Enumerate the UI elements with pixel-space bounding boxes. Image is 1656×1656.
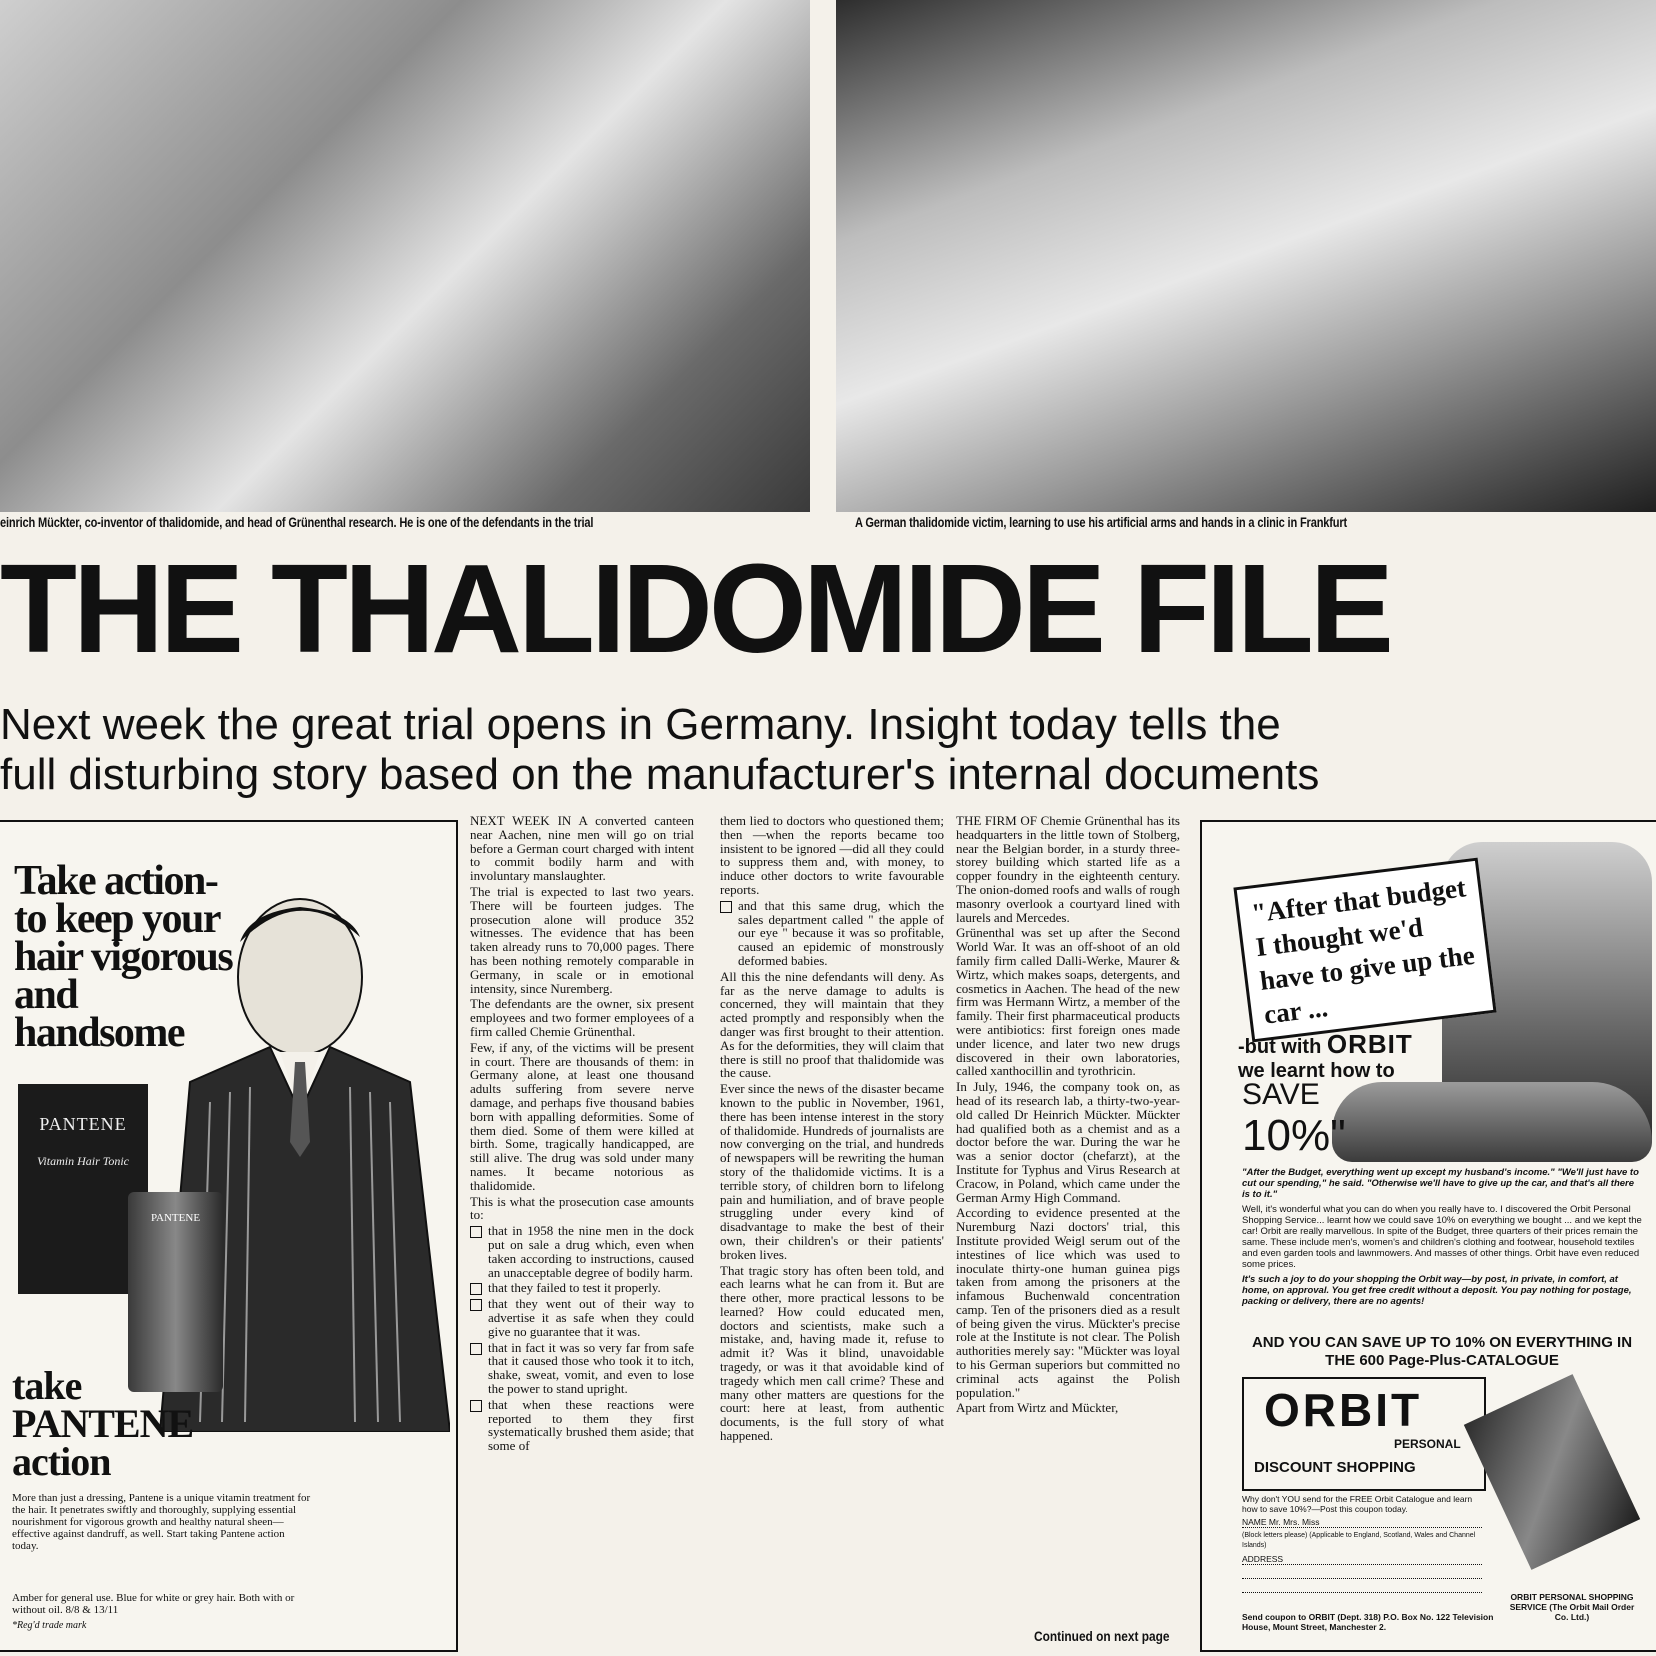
photo-heinrich-muckter	[0, 0, 810, 512]
pantene-advert	[0, 820, 458, 1652]
learnt-label: we learnt how to	[1238, 1060, 1395, 1082]
article-column-2	[720, 814, 944, 1445]
charge-item: and that this same drug, which the sales department called " the apple of our eye " because it was so profitable, caused an epidemic of monstrously deformed babies.	[720, 899, 944, 968]
paragraph: This is what the prosecution case amounts to:	[470, 1193, 694, 1223]
photo-thalidomide-victim	[836, 0, 1656, 512]
pantene-headline: Take action- to keep your hair vigorous and handsome	[14, 858, 233, 1056]
pantene-bottle	[128, 1192, 223, 1392]
photo-divider	[810, 0, 836, 512]
paragraph: The defendants are the owner, six present employees and two former employees of a firm called Chemie Grünenthal.	[470, 996, 694, 1039]
paragraph: Few, if any, of the victims will be present in court. There are thousands of them: in Germany alone, at least one thousand adults suffering from severe nerve damage, and perhaps five thousand babies born with appalling deformities. Some of them died. Some of them were killed at birth. Some, tragically handicapped, are still alive. The drug was sold under many names. It became notorious as thalidomide.	[470, 1039, 694, 1193]
deck-line-2: full disturbing story based on the manufacturer's internal documents	[0, 750, 1320, 799]
orbit-body	[1242, 1167, 1642, 1311]
paragraph: Grünenthal was set up after the Second World War. It was an off-shoot of an old family firm called Dalli-Werke, Maurer & Wirtz, which makes soaps, detergents, and cosmetics in Aachen. The head of the new firm was Hermann Wirtz, a member of the family. Their first pharmaceutical products were antibiotics: first foreign ones made under licence, and later two new drugs discovered in their own laboratories, called xanthocillin and tyrothricin.	[956, 925, 1180, 1079]
caption-right: A German thalidomide victim, learning to use his artificial arms and hands in a clinic in Frankfurt	[855, 515, 1348, 530]
caption-left: einrich Mückter, co-inventor of thalidomide, and head of Grünenthal research. He is one of the defendants in the trial	[0, 515, 594, 530]
car-illustration	[1332, 1082, 1652, 1162]
orbit-text-3: It's such a joy to do your shopping the Orbit way—by post, in private, in comfort, at home, on approval. You get free credit without a deposit. You pay nothing for postage, packing or delivery, there are no agents!	[1242, 1274, 1632, 1307]
paragraph: THE FIRM OF Chemie Grünenthal has its headquarters in the little town of Stolberg, near the Belgian border, in a sturdy three-storey building which started life as a copper foundry in the eighteenth century. The onion-domed roofs and walls of rough masonry overlook a courtyard lined with laurels and Mercedes.	[956, 813, 1180, 925]
article-column-1	[470, 814, 694, 1455]
article-column-3	[956, 814, 1180, 1417]
checkbox-icon	[470, 1226, 482, 1238]
checkbox-icon	[470, 1283, 482, 1295]
orbit-quote: "After that budget I thought we'd have to give up the car ...	[1249, 872, 1477, 1030]
charge-item: that when these reactions were reported to them they first systematically brushed them aside; that some of	[470, 1398, 694, 1453]
but-with-label: -but with	[1238, 1036, 1322, 1058]
paragraph: Ever since the news of the disaster became known to the public in November, 1961, there has been intense interest in the story of thalidomide. Hundreds of journalists are now converging on the trial, and hundreds of newspapers will be rewriting the human story of the thalidomide victims. It is a terrible story, of children born to lifelong pain and humiliation, and of brave people struggling under every kind of disadvantage to make the best of their own, their children's or their patients' broken lives.	[720, 1081, 944, 1262]
charge-item: that they failed to test it properly.	[470, 1281, 694, 1295]
coupon-block-note: (Block letters please) (Applicable to England, Scotland, Wales and Channel Islands)	[1242, 1532, 1476, 1549]
checkbox-icon	[470, 1299, 482, 1311]
continued-on-next-page: Continued on next page	[1034, 1628, 1170, 1644]
orbit-logo: ORBIT	[1264, 1384, 1423, 1436]
orbit-advert	[1200, 820, 1656, 1652]
pantene-box-subtitle: Vitamin Hair Tonic	[36, 1154, 129, 1168]
orbit-save-up: AND YOU CAN SAVE UP TO 10% ON EVERYTHING IN THE 600 Page-Plus-CATALOGUE	[1251, 1334, 1633, 1369]
coupon-intro: Why don't YOU send for the FREE Orbit Catalogue and learn how to save 10%?—Post this coupon today.	[1242, 1494, 1473, 1514]
coupon-name-field[interactable]: NAME Mr. Mrs. Miss	[1242, 1517, 1482, 1528]
headline: THE THALIDOMIDE FILE	[0, 538, 1390, 679]
orbit-text-1: "After the Budget, everything went up except my husband's income." "We'll just have to cut our spending," he said. "Otherwise we'll have to give up the car, and that's all there is to it."	[1242, 1167, 1639, 1200]
orbit-send-coupon: Send coupon to ORBIT (Dept. 318) P.O. Box No. 122 Television House, Mount Street, Manchester 2.	[1242, 1612, 1494, 1632]
paragraph: That tragic story has often been told, and each learns what he can from it. But are there other, more practical lessons to be learned? How could educated men, doctors and scientists, make such a mistake, and, having made it, refuse to admit it? Was it blind, unavoidable tragedy, or was it that avoidable kind of tragedy which men call crime? These and many other matters are questions for the court: here at least, from authentic documents, is the full story of what happened.	[720, 1262, 944, 1444]
paragraph: The trial is expected to last two years. There will be fourteen judges. The prosecution alone will produce 352 witnesses. The evidence that has been taken already runs to 70,000 pages. There has been nothing remotely comparable in Germany, in scale or in emotional intensity, since Nuremberg.	[470, 883, 694, 996]
checkbox-icon	[720, 901, 732, 913]
orbit-service: ORBIT PERSONAL SHOPPING SERVICE (The Orbit Mail Order Co. Ltd.)	[1509, 1592, 1635, 1622]
pantene-amber-note: Amber for general use. Blue for white or grey hair. Both with or without oil. 8/8 & 13/11	[12, 1592, 295, 1616]
orbit-save: SAVE	[1242, 1078, 1320, 1111]
pantene-bottle-label: PANTENE	[150, 1212, 201, 1224]
charge-item: that they went out of their way to advertise it as safe when they could give no guarantee that it was.	[470, 1297, 694, 1338]
pantene-take-action: take PANTENE action	[12, 1363, 194, 1484]
paragraph: Apart from Wirtz and Mückter,	[956, 1400, 1119, 1416]
quote-box	[1233, 858, 1496, 1043]
deck-line-1: Next week the great trial opens in Germany. Insight today tells the	[0, 700, 1281, 749]
orbit-percent: 10%"	[1242, 1111, 1346, 1160]
orbit-logo-small: ORBIT	[1326, 1029, 1413, 1059]
orbit-discount: DISCOUNT SHOPPING	[1254, 1459, 1416, 1476]
coupon-blank-line[interactable]	[1242, 1568, 1482, 1579]
paragraph: NEXT WEEK IN A converted canteen near Aachen, nine men will go on trial before a German court charged with intent to commit bodily harm and with involuntary manslaughter.	[470, 813, 694, 884]
checkbox-icon	[470, 1400, 482, 1412]
charge-item: that in fact it was so very far from safe that it caused those who took it to itch, shake, sweat, vomit, and even to lose the power to stand upright.	[470, 1341, 694, 1396]
pantene-body: More than just a dressing, Pantene is a unique vitamin treatment for the hair. It penetrates swiftly and thoroughly, supplying essential nourishment for vigorous growth and healthy natural sheen—effective against dandruff, as well. Start taking Pantene action today.	[12, 1492, 311, 1552]
coupon-address-field[interactable]: ADDRESS	[1242, 1554, 1482, 1565]
paragraph: All this the nine defendants will deny. As far as the nerve damage to adults is concerned, they will maintain that they acted promptly and responsibly when the danger was first brought to their attention. As for the deformities, they will claim that there is still no proof that thalidomide was the cause.	[720, 968, 944, 1081]
coupon-blank-line[interactable]	[1242, 1582, 1482, 1593]
orbit-but-with	[1238, 1029, 1413, 1083]
paragraph: In July, 1946, the company took on, as head of its research lab, a thirty-two-year-old called Dr Heinrich Mückter. Mückter had qualified both as a chemist and as a doctor before the war. During the war he was a senior doctor (chefarzt), at the Institute for Typhus and Virus Research at Cracow, in Poland, which came under the German Army High Command.	[956, 1079, 1180, 1205]
orbit-personal: PERSONAL	[1394, 1437, 1461, 1451]
orbit-text-2: Well, it's wonderful what you can do when you really have to. I discovered the Orbit Personal Shopping Service... learnt how we could save 10% on everything we bought ... and we kept the car! Orbit are really marvellous. In spite of the Budget, three quarters of their prices remain the same. These include men's, women's and children's clothing and footwear, household textiles and even garden tools and lawnmowers. And masses of other things. Orbit have even reduced some prices.	[1242, 1204, 1642, 1270]
pantene-box-brand: PANTENE	[39, 1114, 127, 1134]
checkbox-icon	[470, 1343, 482, 1355]
orbit-coupon	[1242, 1494, 1482, 1596]
catalogue-illustration	[1464, 1374, 1640, 1570]
pantene-trademark: *Reg'd trade mark	[12, 1620, 87, 1631]
paragraph: According to evidence presented at the Nuremburg Nazi doctors' trial, this Institute provided Weigl serum out of the intestines of lice which was used to inoculate thirty-one human guinea pigs taken from among the prisoners at the infamous Buchenwald concentration camp. Ten of the prisoners died as a result of being given the virus. Mückter's precise role at the Institute is not clear. The Polish authorities merely say: "Mückter was loyal to his German superiors but committed no criminal acts against the Polish population."	[956, 1205, 1180, 1400]
paragraph: them lied to doctors who questioned them; then —when the reports became too insistent to be ignored —did all they could to suppress them and, with money, to induce other doctors to write favourable reports.	[720, 813, 944, 897]
orbit-logo-box	[1242, 1377, 1486, 1491]
charge-item: that in 1958 the nine men in the dock put on sale a drug which, even when taken according to instructions, caused an unacceptable degree of bodily harm.	[470, 1224, 694, 1279]
